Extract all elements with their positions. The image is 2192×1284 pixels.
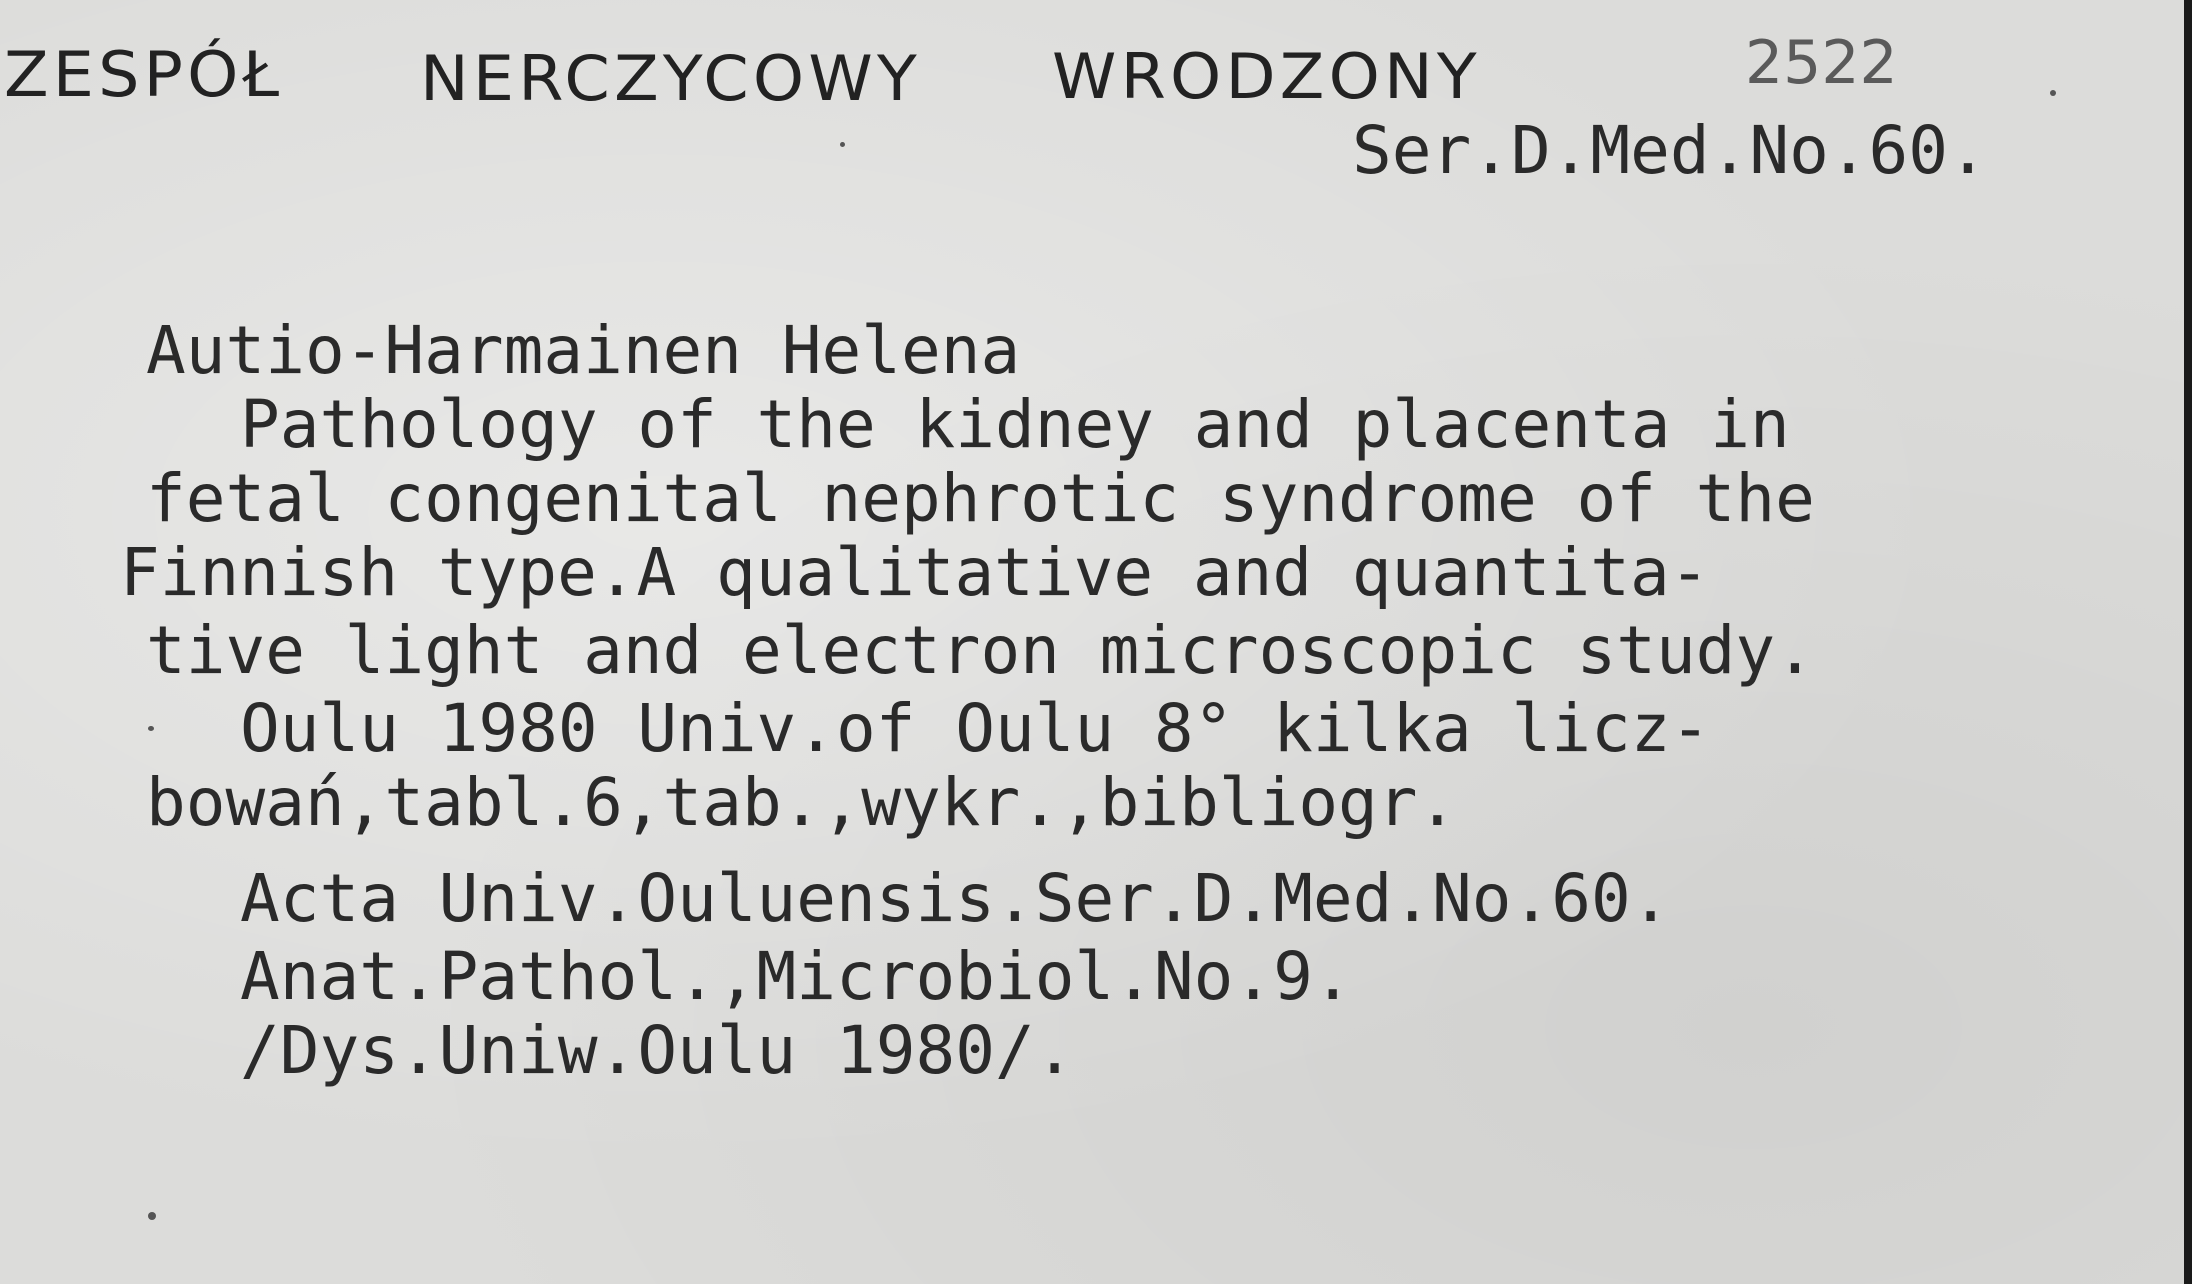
series-line-2: Anat.Pathol.,Microbiol.No.9. xyxy=(240,938,1353,1015)
subject-heading-word-3: WRODZONY xyxy=(1052,40,1481,113)
card-edge-shadow xyxy=(2184,0,2192,1284)
series-line-1: Acta Univ.Ouluensis.Ser.D.Med.No.60. xyxy=(240,860,1671,937)
title-line-3: Finnish type.A qualitative and quantita- xyxy=(120,534,1710,611)
ink-speck xyxy=(2050,90,2056,96)
imprint-line-1: Oulu 1980 Univ.of Oulu 8° kilka licz- xyxy=(240,690,1711,767)
title-line-1: Pathology of the kidney and placenta in xyxy=(240,386,1790,463)
author-line: Autio-Harmainen Helena xyxy=(146,312,1021,389)
title-line-2: fetal congenital nephrotic syndrome of the xyxy=(146,460,1815,537)
ink-speck xyxy=(148,726,154,731)
call-number: 2522 xyxy=(1745,28,1898,98)
title-line-4: tive light and electron microscopic study. xyxy=(146,612,1815,689)
imprint-line-2: bowań,tabl.6,tab.,wykr.,bibliogr. xyxy=(146,764,1458,841)
dissertation-note: /Dys.Uniw.Oulu 1980/. xyxy=(240,1012,1075,1089)
ink-speck xyxy=(840,142,845,147)
series-number: Ser.D.Med.No.60. xyxy=(1352,112,1988,189)
subject-heading-word-2: NERCZYCOWY xyxy=(420,42,921,115)
subject-heading-word-1: ZESPÓŁ xyxy=(4,38,284,111)
ink-speck xyxy=(148,1212,156,1220)
